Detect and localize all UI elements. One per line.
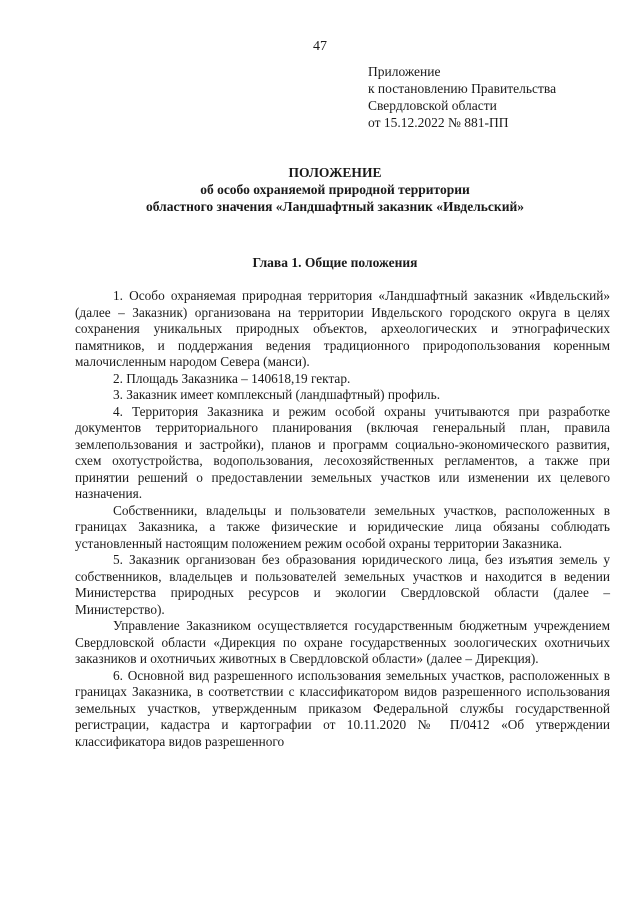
appendix-line: от 15.12.2022 № 881-ПП [368, 115, 509, 130]
appendix-line: к постановлению Правительства [368, 81, 557, 96]
paragraph: 3. Заказник имеет комплексный (ландшафтный) профиль. [113, 387, 441, 402]
document-title [60, 164, 610, 215]
appendix-block [368, 63, 618, 131]
chapter-heading: Глава 1. Общие положения [252, 255, 418, 270]
title-line: областного значения «Ландшафтный заказник «Ивдельский» [145, 199, 525, 214]
paragraph: Управление Заказником осуществляется государственным бюджетным учреждением Свердловской области «Дирекция по охране государственных зоологических охотничьих заказников и охотничьих животных в Свердловской области» (далее – Дирекция). [75, 618, 610, 666]
page-number: 47 [313, 39, 327, 54]
appendix-line: Приложение [368, 64, 441, 79]
paragraph: Собственники, владельцы и пользователи земельных участков, расположенных в границах Заказника, а также физические и юридические лица обязаны соблюдать установленный настоящим положением режим особой охраны территории Заказника. [75, 502, 610, 551]
paragraph: 2. Площадь Заказника – 140618,19 гектар. [113, 370, 351, 386]
appendix-line: Свердловской области [368, 98, 497, 113]
body-text [75, 288, 610, 750]
paragraph: 4. Территория Заказника и режим особой охраны учитываются при разработке документов территориального планирования (включая генеральный план, правила землепользования и застройки), планов и программ социально-экономического развития, схем охотустройства, водопользования, лесохозяйственных регламентов, а также при принятии решений о предоставлении земельных участков или изменении их целевого назначения. [75, 403, 610, 501]
title-line: ПОЛОЖЕНИЕ [288, 165, 382, 180]
paragraph: 6. Основной вид разрешенного использования земельных участков, расположенных в границах Заказника, в соответствии с классификатором видов разрешенного использования земельных участков, утвержденным приказом Федеральной службы государственной регистрации, кадастра и картографии от 10.11.2020 № П/0412 «Об утверждении классификатора видов разрешенного [75, 667, 610, 749]
title-line: об особо охраняемой природной территории [200, 182, 470, 197]
paragraph: 1. Особо охраняемая природная территория «Ландшафтный заказник «Ивдельский» (далее – Заказник) организована на территории Ивдельского городского округа в целях сохранения уникальных природных объектов, археологических и этнографических памятников, и поддержания ведения традиционного природопользования коренным малочисленным народом Севера (манси). [75, 288, 610, 369]
paragraph: 5. Заказник организован без образования юридического лица, без изъятия земель у собственников, владельцев и пользователей земельных участков и находится в ведении Министерства природных ресурсов и экологии Свердловской области (далее – Министерство). [75, 552, 610, 617]
